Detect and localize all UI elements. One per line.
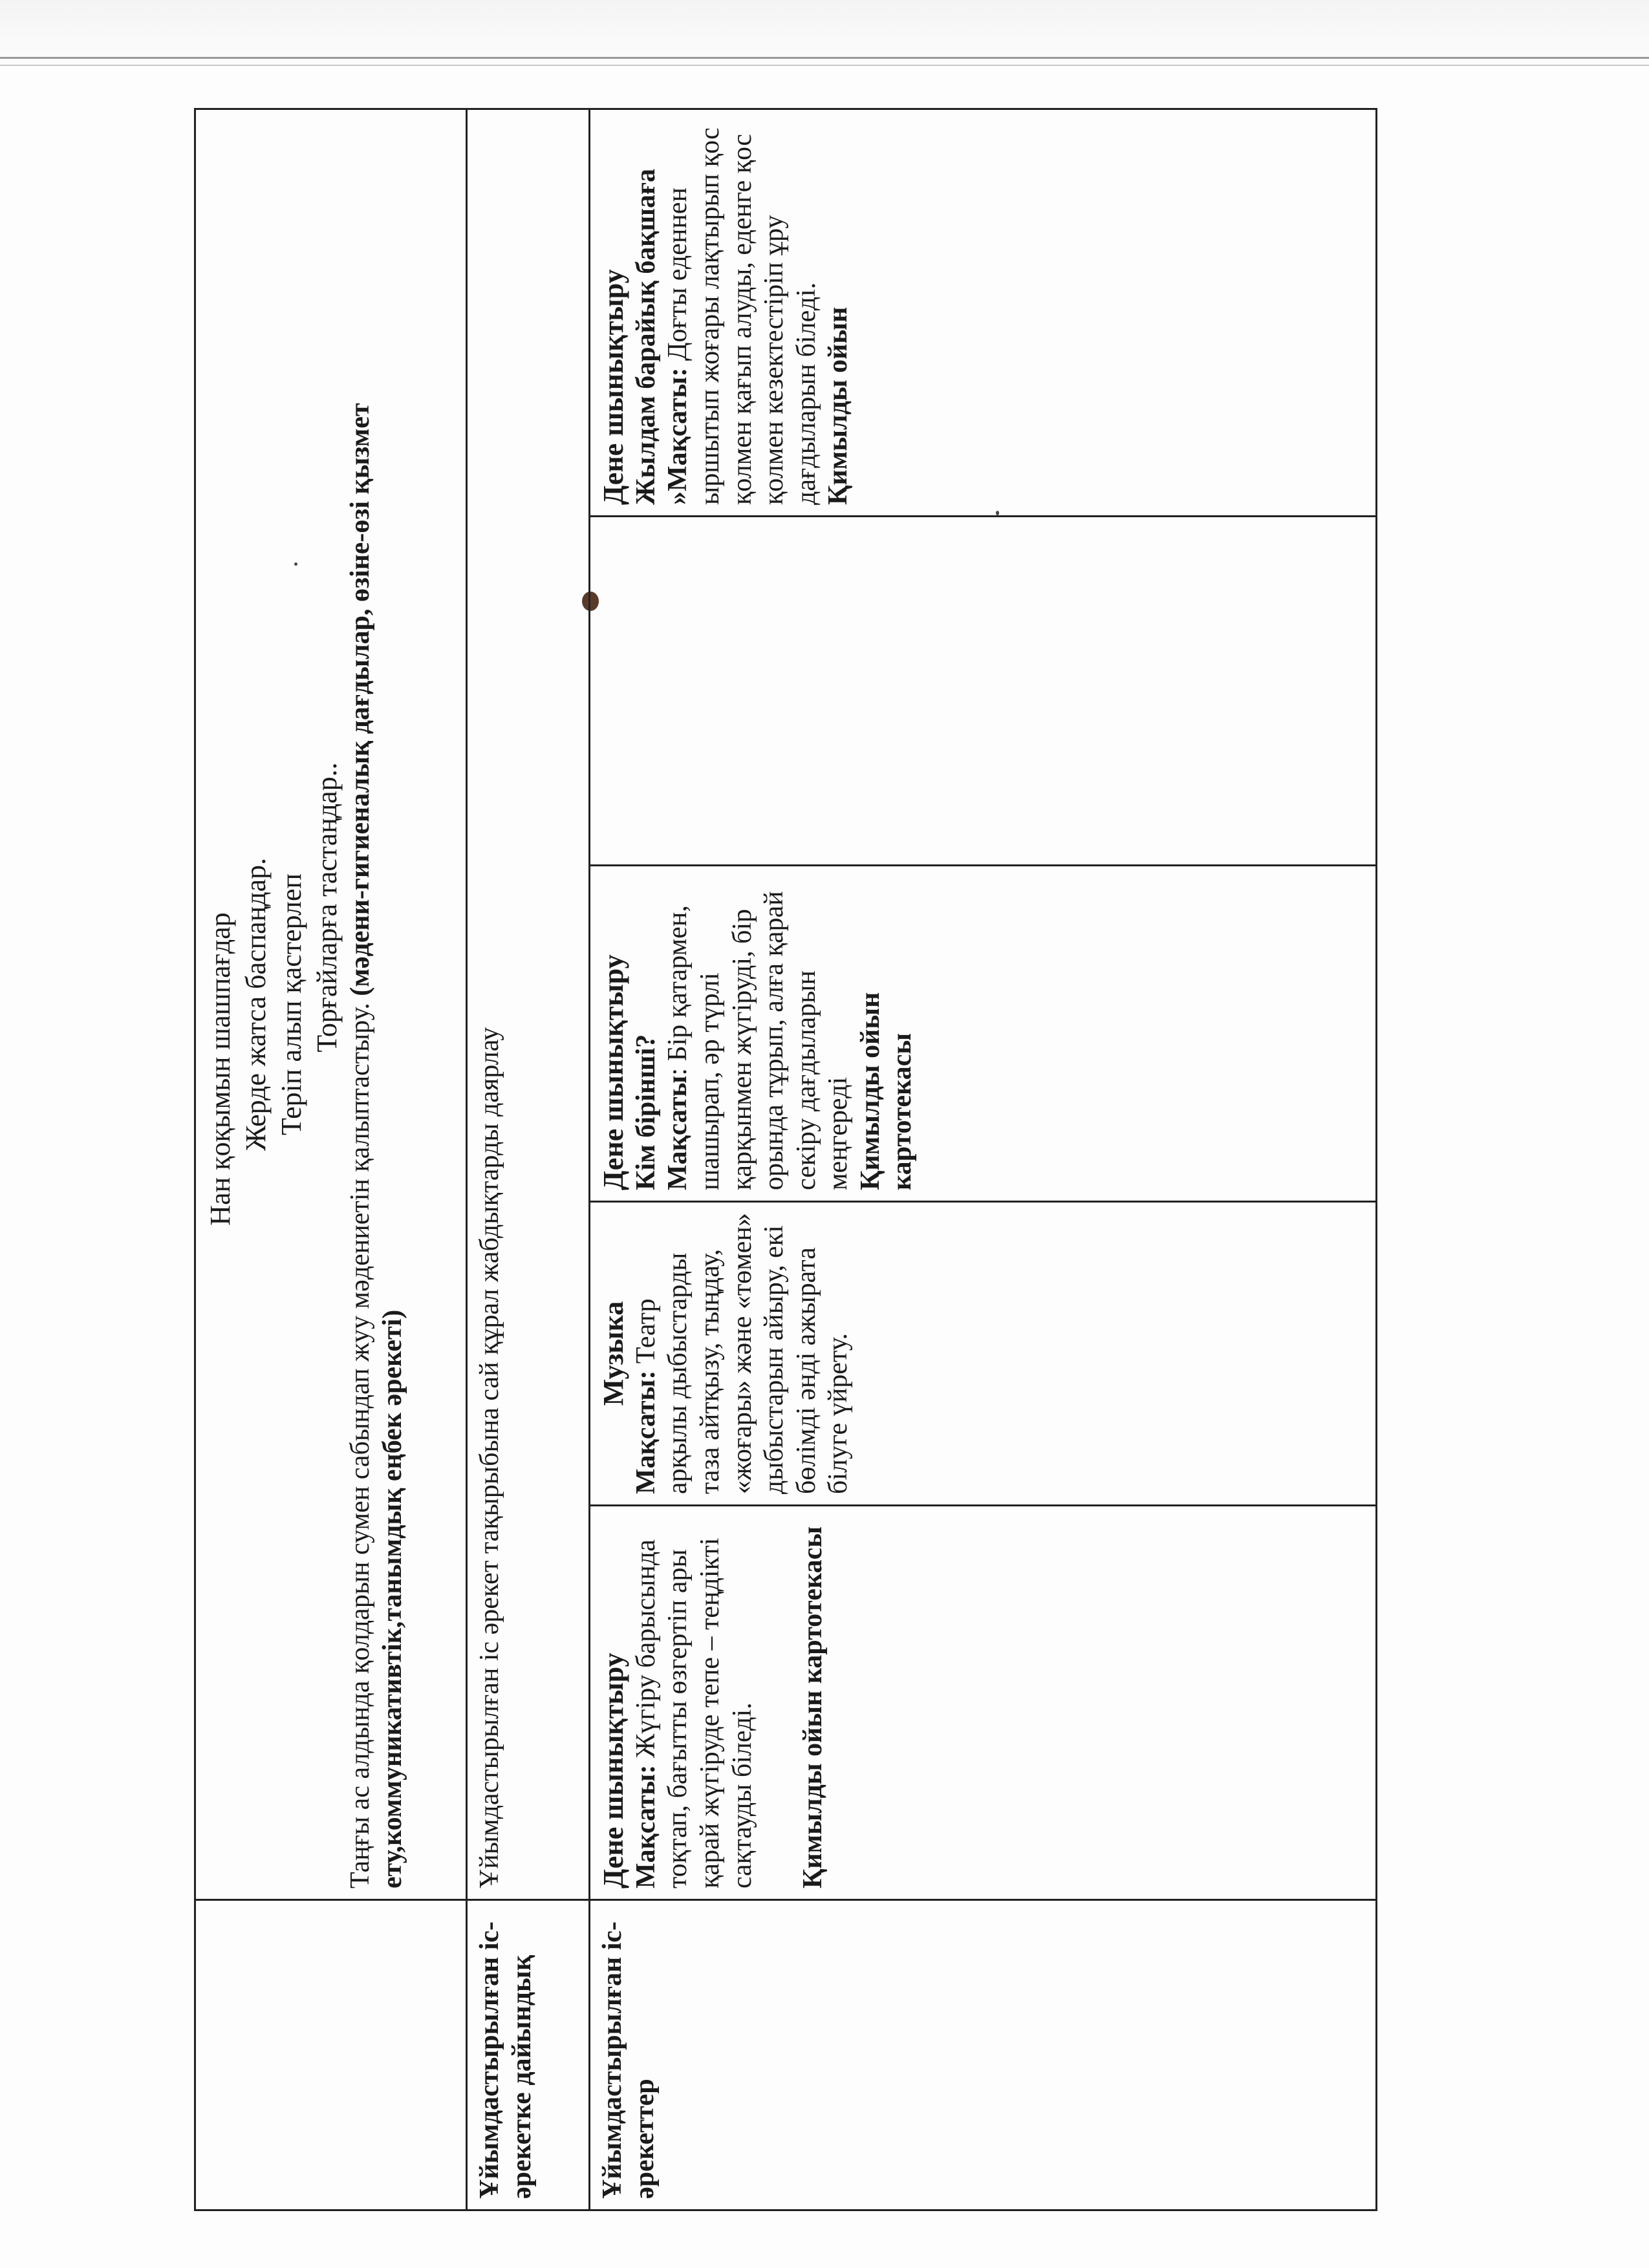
activity-goal: Мақсаты: Бір қатармен, шашырап, әр түрлі қарқынмен жүгіруді, бір орында тұрып, алға қарай секіру дағдыларын меңгереді <box>663 891 854 1190</box>
activity-cell-3 <box>590 866 1377 1202</box>
activity-goal: »Мақсаты: Доғты еденнен ыршытып жоғары лақтырып қос қолмен қағып алуды, еденге қос қолмен кезектестіріп ұру дағдыларын біледі. <box>663 127 821 505</box>
prep-row <box>467 109 590 2210</box>
poem-line: Нан қоқымын шашпағдар <box>204 912 236 1226</box>
activity-title: Музыка <box>598 1301 629 1406</box>
activity-goal: Мақсаты: Жүгіру барысында тоқтап, бағытты өзгертіп ары қарай жүгіруде тепе – теңдікті сақтауды біледі. <box>630 1537 757 1888</box>
activity-subtitle: Жылдам барайық бақшаға <box>630 168 661 505</box>
activity-extra: Қимылды ойын картотекасы <box>798 1526 828 1888</box>
activity-extra: Қимылды ойын <box>823 306 854 505</box>
activity-goal: Мақсаты: Театр арқылы дыбыстарды таза айтқызу, тыңдау, «жоғары» және «төмен» дыбыстарын айыру, екі бөлімді әнді ажырата білуге үйрету. <box>630 1213 854 1494</box>
prep-label: Ұйымдастырылған іс-әрекетке дайындық <box>467 1900 590 2210</box>
activity-title: Дене шынықтыру <box>598 269 629 505</box>
empty-label-cell <box>195 1900 467 2210</box>
activities-row <box>590 109 1377 2210</box>
schedule-table <box>194 108 1377 2211</box>
poem <box>202 120 345 1888</box>
activity-cell-5 <box>590 109 1377 516</box>
activity-cell-2 <box>590 1202 1377 1506</box>
morning-cell <box>195 109 467 1899</box>
activity-cell-4 <box>590 517 1377 866</box>
poem-line: Теріп алып қастерлеп <box>275 873 307 1136</box>
activity-title: Дене шынықтыру <box>598 1653 629 1888</box>
poem-line: Торғайларға тастаңдар.. <box>311 762 343 1053</box>
scan-edge <box>0 0 1649 70</box>
prep-text: Ұйымдастырылған іс әрекет тақырыбына сай құрал жабдықтарды даярлау <box>467 109 590 1899</box>
morning-row <box>195 109 467 2210</box>
scan-line <box>0 57 1649 59</box>
skills-list: (мәдени-гигиеналық дағдылар, өзіне-өзі қызмет ету,коммуникативтік,танымдық еңбек әрекеті) <box>345 403 407 1888</box>
activity-cell-1 <box>590 1506 1377 1900</box>
activity-extra: Қимылды ойын картотекасы <box>855 992 918 1190</box>
hygiene-instruction: Таңғы ас алдында қолдарын сумен сабындап жуу мәдениетін қалыптастыру. (мәдени-гигиеналық дағдылар, өзіне-өзі қызмет ету,коммуникативтік,танымдық еңбек әрекеті) <box>345 403 407 1888</box>
poem-line: Жерде жатса баспаңдар. <box>240 857 272 1151</box>
activity-subtitle: Кім бірінші? <box>630 1034 661 1190</box>
activities-label: Ұйымдастырылған іс-әрекеттер <box>590 1900 1377 2210</box>
scan-line <box>0 65 1649 66</box>
rotated-page <box>194 110 1377 2211</box>
activity-title: Дене шынықтыру <box>598 954 629 1190</box>
